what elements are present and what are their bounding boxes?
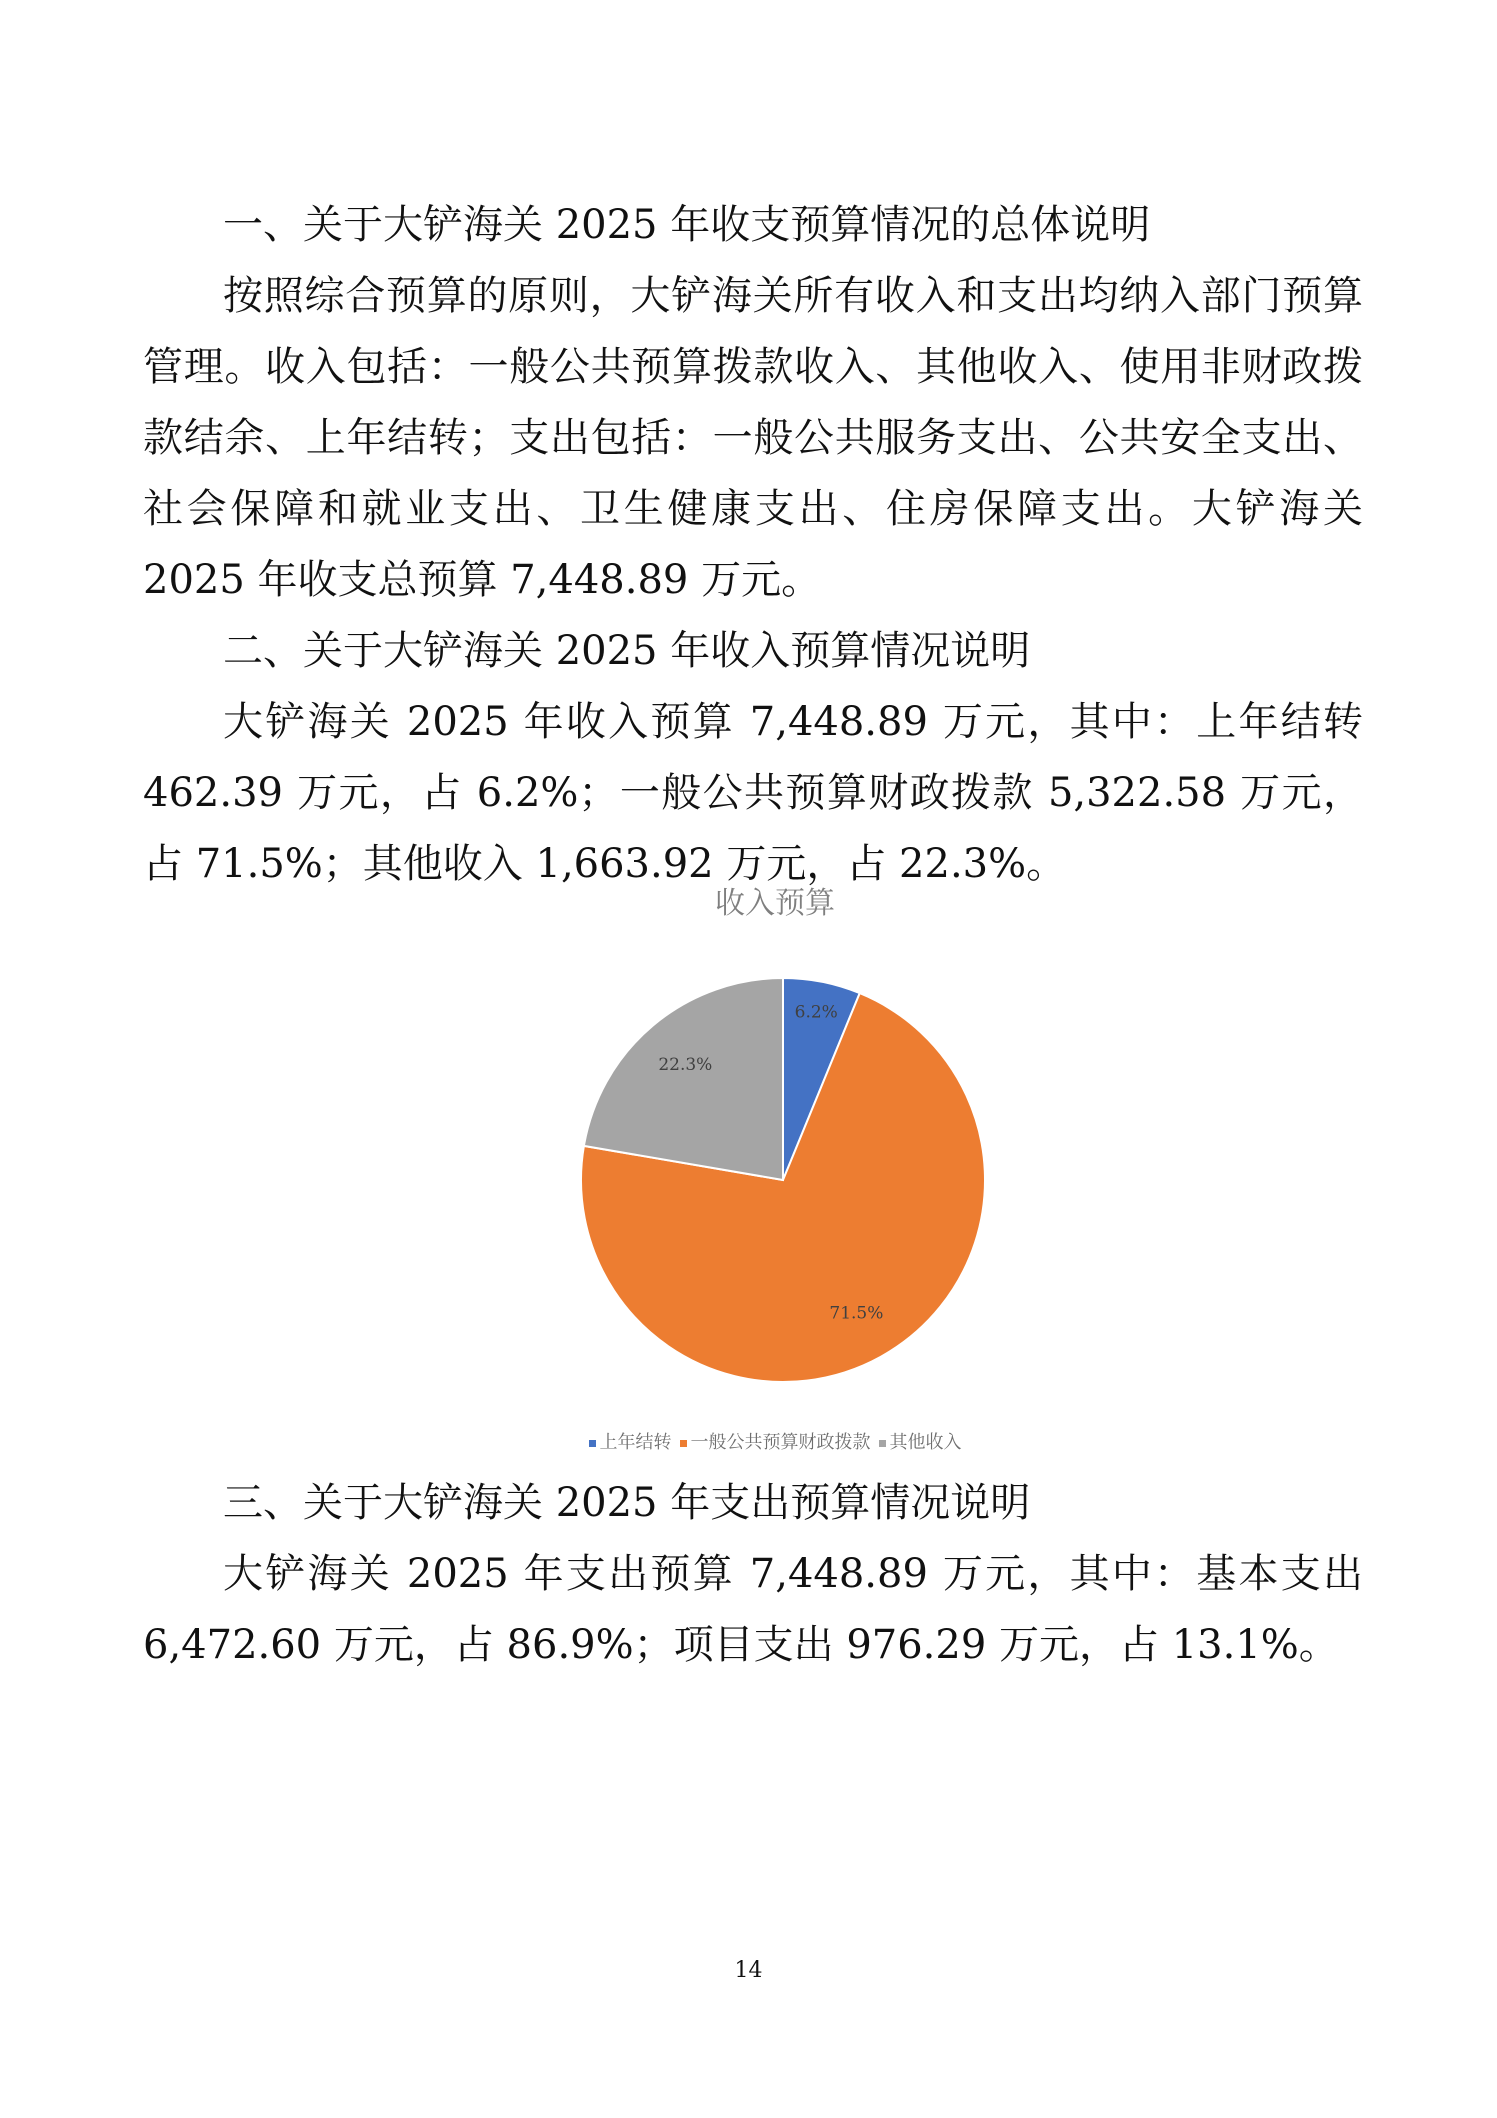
legend-item-0 — [589, 1428, 672, 1454]
legend-label-1: 一般公共预算财政拨款 — [690, 1432, 871, 1453]
page-number: 14 — [734, 1958, 763, 1983]
legend-swatch-2 — [879, 1440, 886, 1447]
chart-legend — [540, 1428, 1010, 1454]
section-heading-overall: 一、关于大铲海关 2025 年收支预算情况的总体说明 — [223, 202, 1151, 248]
income-pie-chart — [540, 878, 1010, 1460]
legend-swatch-1 — [680, 1440, 687, 1447]
pie-data-label-0: 6.2% — [794, 1002, 838, 1023]
legend-swatch-0 — [589, 1440, 596, 1447]
section-heading-expenditure: 三、关于大铲海关 2025 年支出预算情况说明 — [223, 1480, 1031, 1526]
legend-item-1 — [680, 1428, 871, 1454]
legend-item-2 — [879, 1428, 962, 1454]
pie-slice-2 — [584, 978, 783, 1180]
chart-title: 收入预算 — [715, 886, 835, 921]
pie-svg — [540, 878, 1010, 1418]
section-heading-income: 二、关于大铲海关 2025 年收入预算情况说明 — [223, 628, 1031, 674]
section-body-income: 大铲海关 2025 年收入预算 7,448.89 万元，其中：上年结转 462.39 万元，占 6.2%；一般公共预算财政拨款 5,322.58 万元，占 71.5%；其他收入 1,663.92 万元，占 22.3%。 — [143, 699, 1363, 887]
pie-data-label-2: 22.3% — [658, 1055, 713, 1076]
pie-data-label-1: 71.5% — [829, 1303, 884, 1324]
legend-label-0: 上年结转 — [599, 1432, 672, 1453]
section-body-expenditure: 大铲海关 2025 年支出预算 7,448.89 万元，其中：基本支出 6,472.60 万元，占 86.9%；项目支出 976.29 万元，占 13.1%。 — [143, 1551, 1363, 1668]
legend-label-2: 其他收入 — [889, 1432, 962, 1453]
section-body-overall: 按照综合预算的原则，大铲海关所有收入和支出均纳入部门预算管理。收入包括：一般公共预算拨款收入、其他收入、使用非财政拨款结余、上年结转；支出包括：一般公共服务支出、公共安全支出、社会保障和就业支出、卫生健康支出、住房保障支出。大铲海关 2025 年收支总预算 7,448.89 万元。 — [143, 273, 1363, 603]
